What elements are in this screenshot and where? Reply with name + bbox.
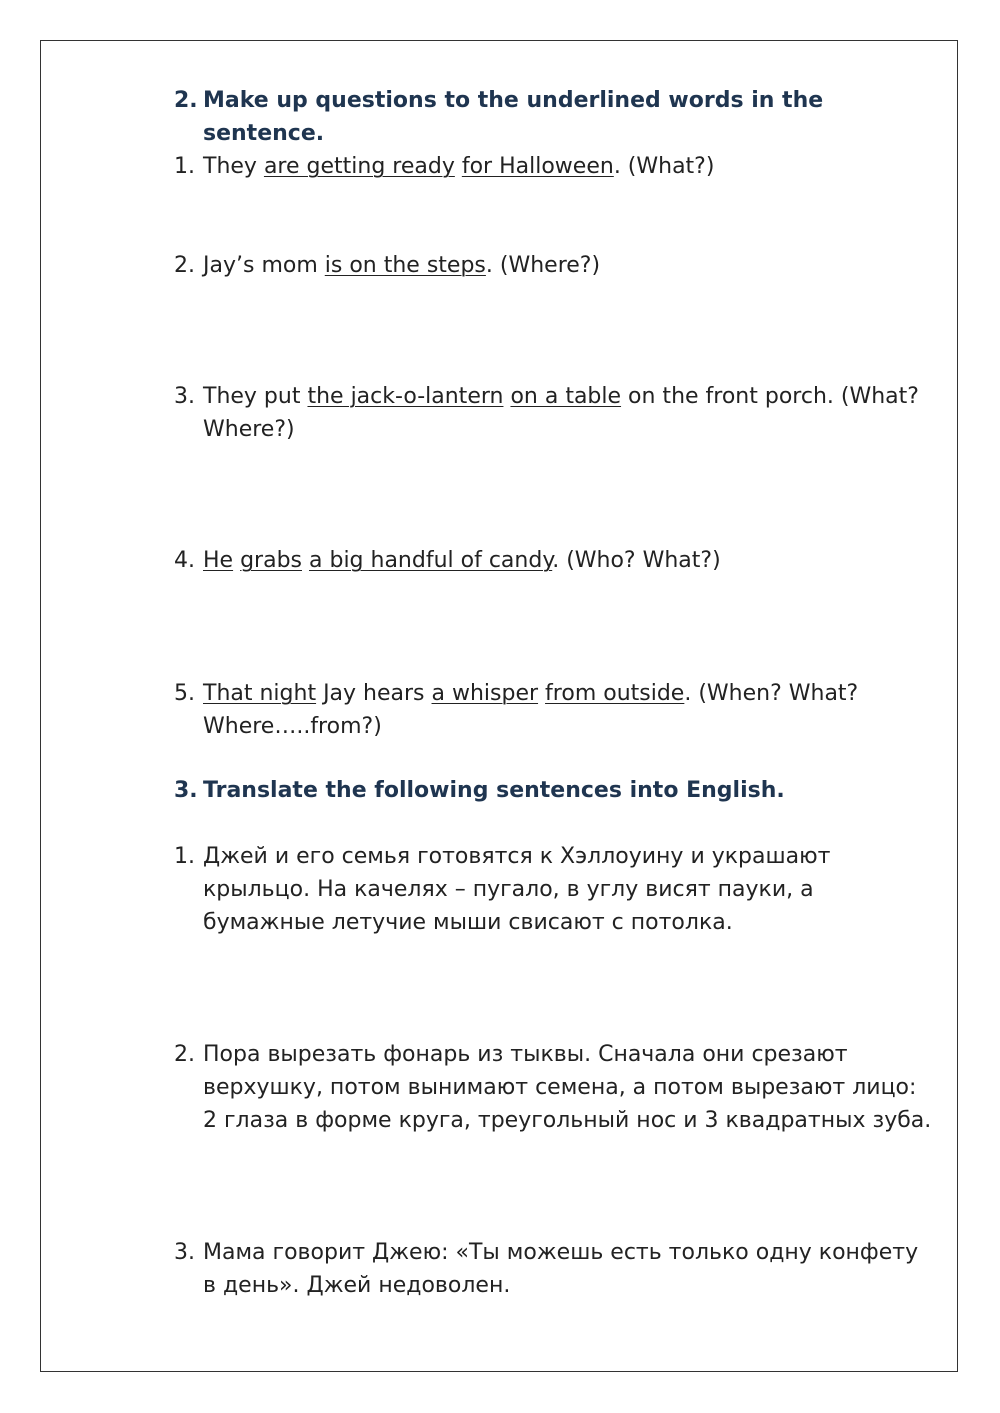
- underlined-phrase: are getting ready: [263, 154, 455, 179]
- underlined-phrase: grabs: [240, 548, 302, 573]
- underlined-phrase: from outside: [545, 681, 685, 706]
- list-item: [174, 677, 934, 743]
- item-text: [203, 544, 934, 577]
- underlined-phrase: a big handful of candy: [309, 548, 553, 573]
- underlined-phrase: He: [203, 548, 234, 573]
- item-number: 2.: [174, 253, 195, 278]
- item-number: 1.: [174, 154, 195, 179]
- list-item: [174, 1236, 934, 1302]
- text-segment: [455, 154, 462, 179]
- item-text: [203, 380, 934, 446]
- text-segment: They: [203, 154, 264, 179]
- item-text: [203, 150, 934, 183]
- underlined-phrase: That night: [203, 681, 317, 706]
- list-item: [174, 380, 934, 446]
- item-number: 4.: [174, 548, 195, 573]
- item-number: 5.: [174, 681, 195, 706]
- item-text: Пора вырезать фонарь из тыквы. Сначала они срезают верхушку, потом вынимают семена, а потом вырезают лицо: 2 глаза в форме круга, треугольный нос и 3 квадратных зуба.: [203, 1042, 932, 1133]
- text-segment: [538, 681, 545, 706]
- text-segment: . (When? What? Where…..from?): [203, 681, 859, 739]
- section-number: 3.: [174, 778, 198, 803]
- underlined-phrase: the jack-o-lantern: [307, 384, 504, 409]
- section-title: Make up questions to the underlined words in the sentence.: [203, 88, 824, 146]
- section-2-heading: [174, 84, 934, 150]
- text-segment: . (Who? What?): [552, 548, 721, 573]
- item-number: 3.: [174, 1240, 195, 1265]
- text-segment: Jay hears: [316, 681, 432, 706]
- underlined-phrase: is on the steps: [324, 253, 486, 278]
- text-segment: . (Where?): [485, 253, 601, 278]
- item-text: [203, 249, 934, 282]
- underlined-phrase: for Halloween: [461, 154, 614, 179]
- list-item: [174, 840, 934, 939]
- underlined-phrase: on a table: [510, 384, 622, 409]
- section-3-heading: [174, 774, 934, 807]
- list-item: [174, 1038, 934, 1137]
- item-text: Джей и его семья готовятся к Хэллоуину и украшают крыльцо. На качелях – пугало, в углу висят пауки, а бумажные летучие мыши свисают с потолка.: [203, 844, 831, 935]
- list-item: [174, 249, 934, 282]
- item-number: 1.: [174, 844, 195, 869]
- list-item: [174, 544, 934, 577]
- item-number: 3.: [174, 384, 195, 409]
- text-segment: on the front porch. (What? Where?): [203, 384, 919, 442]
- text-segment: [302, 548, 309, 573]
- item-number: 2.: [174, 1042, 195, 1067]
- list-item: [174, 150, 934, 183]
- section-title: Translate the following sentences into English.: [203, 778, 785, 803]
- underlined-phrase: a whisper: [431, 681, 539, 706]
- text-segment: Jay’s mom: [203, 253, 325, 278]
- item-text: [203, 677, 934, 743]
- text-segment: They put: [203, 384, 308, 409]
- item-text: Мама говорит Джею: «Ты можешь есть только одну конфету в день». Джей недоволен.: [203, 1240, 919, 1298]
- section-number: 2.: [174, 88, 198, 113]
- text-segment: . (What?): [613, 154, 715, 179]
